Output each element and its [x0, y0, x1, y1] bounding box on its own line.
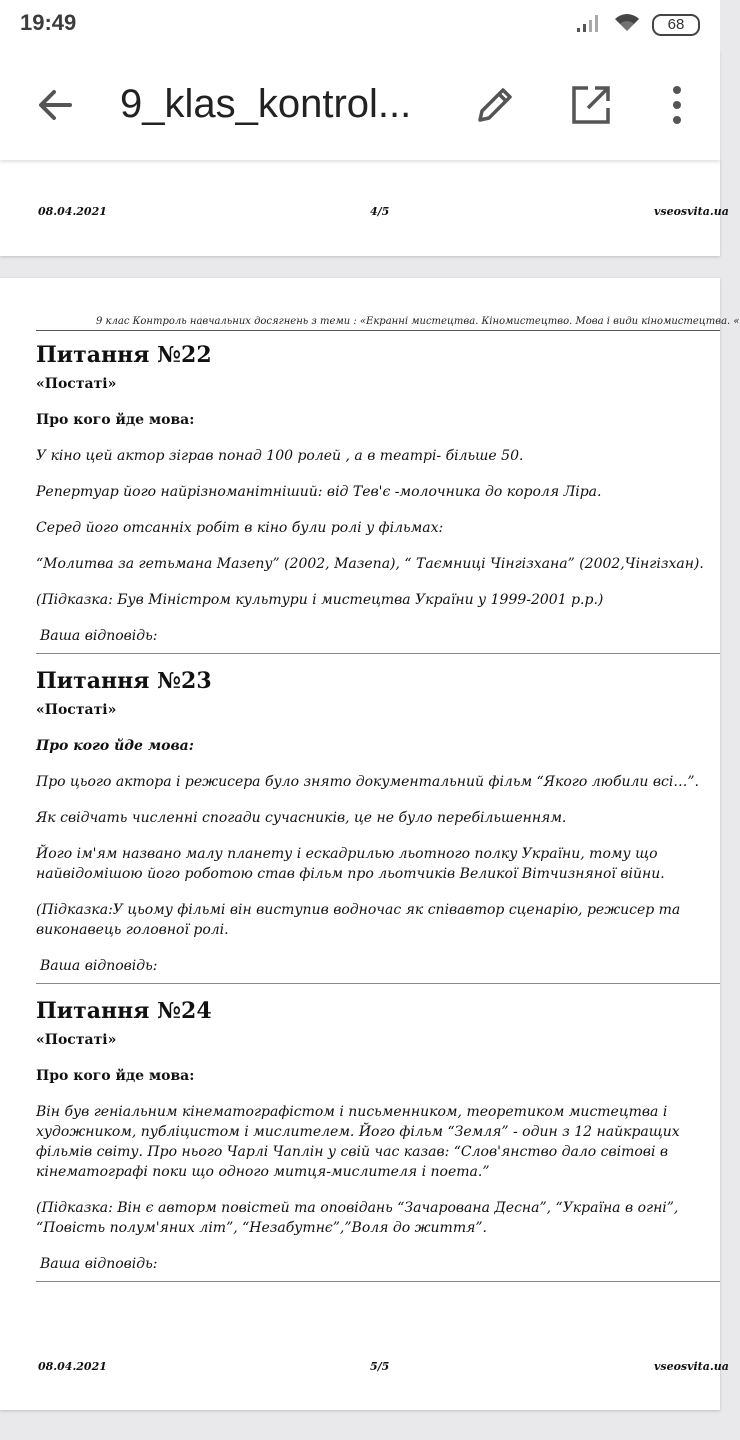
document-page-4 — [0, 160, 729, 256]
arrow-back-icon — [30, 80, 80, 130]
question-paragraph: Його ім'ям названо малу планету і ескадрилью льотного полку України, тому що найвідомішою його роботою став фільм про льотчиків Великої Вітчизняної війни. — [36, 846, 665, 882]
footer-site: vseosvita.ua — [654, 205, 729, 218]
answer-divider — [36, 1281, 720, 1282]
question-prompt: Про кого йде мова: — [36, 412, 195, 428]
question-title: Питання №22 — [36, 342, 212, 368]
question-hint: (Підказка:У цьому фільмі він виступив водночас як співавтор сценарію, режисер та виконавець головної ролі. — [36, 902, 681, 938]
footer-date: 08.04.2021 — [38, 1360, 107, 1373]
header-divider — [36, 330, 720, 331]
question-prompt: Про кого йде мова: — [36, 1068, 195, 1084]
question-hint: (Підказка: Був Міністром культури і мистецтва України у 1999-2001 р.р.) — [36, 592, 604, 608]
question-hint: (Підказка: Він є авторм повістей та оповідань “Зачарована Десна”, “Україна в огні”, “Повість полум'яних літ”, “Незабутнє”,”Воля до життя”. — [36, 1200, 679, 1236]
footer-date: 08.04.2021 — [38, 205, 107, 218]
open-external-button[interactable] — [566, 80, 616, 130]
status-icons — [576, 12, 700, 38]
document-page-5 — [0, 278, 740, 1410]
question-paragraph: Репертуар його найрізноманітніший: від Тев'є -молочника до короля Ліра. — [36, 484, 602, 500]
answer-divider — [36, 653, 720, 654]
more-vert-icon — [652, 80, 702, 130]
question-prompt: Про кого йде мова: — [36, 738, 194, 754]
status-bar — [0, 0, 720, 50]
question-title: Питання №23 — [36, 668, 212, 694]
signal-icon — [576, 13, 602, 37]
question-paragraph: “Молитва за гетьмана Мазепу” (2002, Мазепа), “ Таємниці Чінгізхана” (2002,Чінгізхан). — [36, 556, 704, 572]
question-block — [36, 666, 720, 984]
document-title: 9_klas_kontrol... — [120, 82, 412, 126]
edit-button[interactable] — [470, 80, 520, 130]
more-options-button[interactable] — [652, 80, 702, 130]
footer-page-number: 5/5 — [370, 1360, 390, 1373]
page-header: 9 клас Контроль навчальних досягнень з теми : «Екранні мистецтва. Кіномистецтво. Мова і види кіномистецтва. « — [96, 316, 740, 327]
question-paragraph: Про цього актора і режисера було знято документальний фільм “Якого любили всі…”. — [36, 774, 699, 790]
question-paragraph: Як свідчать численні спогади сучасників, це не було перебільшенням. — [36, 810, 567, 826]
question-block — [36, 996, 720, 1282]
footer-site: vseosvita.ua — [654, 1360, 729, 1373]
question-paragraph: Він був геніальним кінематографістом і письменником, теоретиком мистецтва і художником, публіцистом і мислителем. Його фільм “Земля” - один з 12 найкращих фільмів світу. Про нього Чарлі Чаплін у свій час казав: “Слов'янство дало світові в кінематографі поки що одного митця-мислителя і поета.” — [36, 1104, 680, 1180]
answer-label[interactable]: Ваша відповідь: — [40, 628, 158, 644]
page-footer — [0, 1360, 729, 1380]
answer-label[interactable]: Ваша відповідь: — [40, 1256, 158, 1272]
pencil-icon — [470, 80, 520, 130]
question-block — [36, 340, 720, 654]
battery-indicator: 68 — [652, 14, 700, 36]
page-footer — [0, 205, 729, 225]
open-external-icon — [566, 80, 616, 130]
app-bar — [0, 50, 720, 160]
wifi-icon — [614, 13, 640, 37]
question-category: «Постаті» — [36, 1032, 117, 1048]
question-category: «Постаті» — [36, 702, 117, 718]
question-paragraph: Серед його отсанніх робіт в кіно були ролі у фільмах: — [36, 520, 444, 536]
question-category: «Постаті» — [36, 376, 117, 392]
answer-divider — [36, 983, 720, 984]
question-title: Питання №24 — [36, 998, 212, 1024]
question-paragraph: У кіно цей актор зіграв понад 100 ролей , а в театрі- більше 50. — [36, 448, 524, 464]
answer-label[interactable]: Ваша відповідь: — [40, 958, 158, 974]
back-button[interactable] — [30, 80, 80, 130]
footer-page-number: 4/5 — [370, 205, 390, 218]
status-time: 19:49 — [20, 10, 77, 35]
